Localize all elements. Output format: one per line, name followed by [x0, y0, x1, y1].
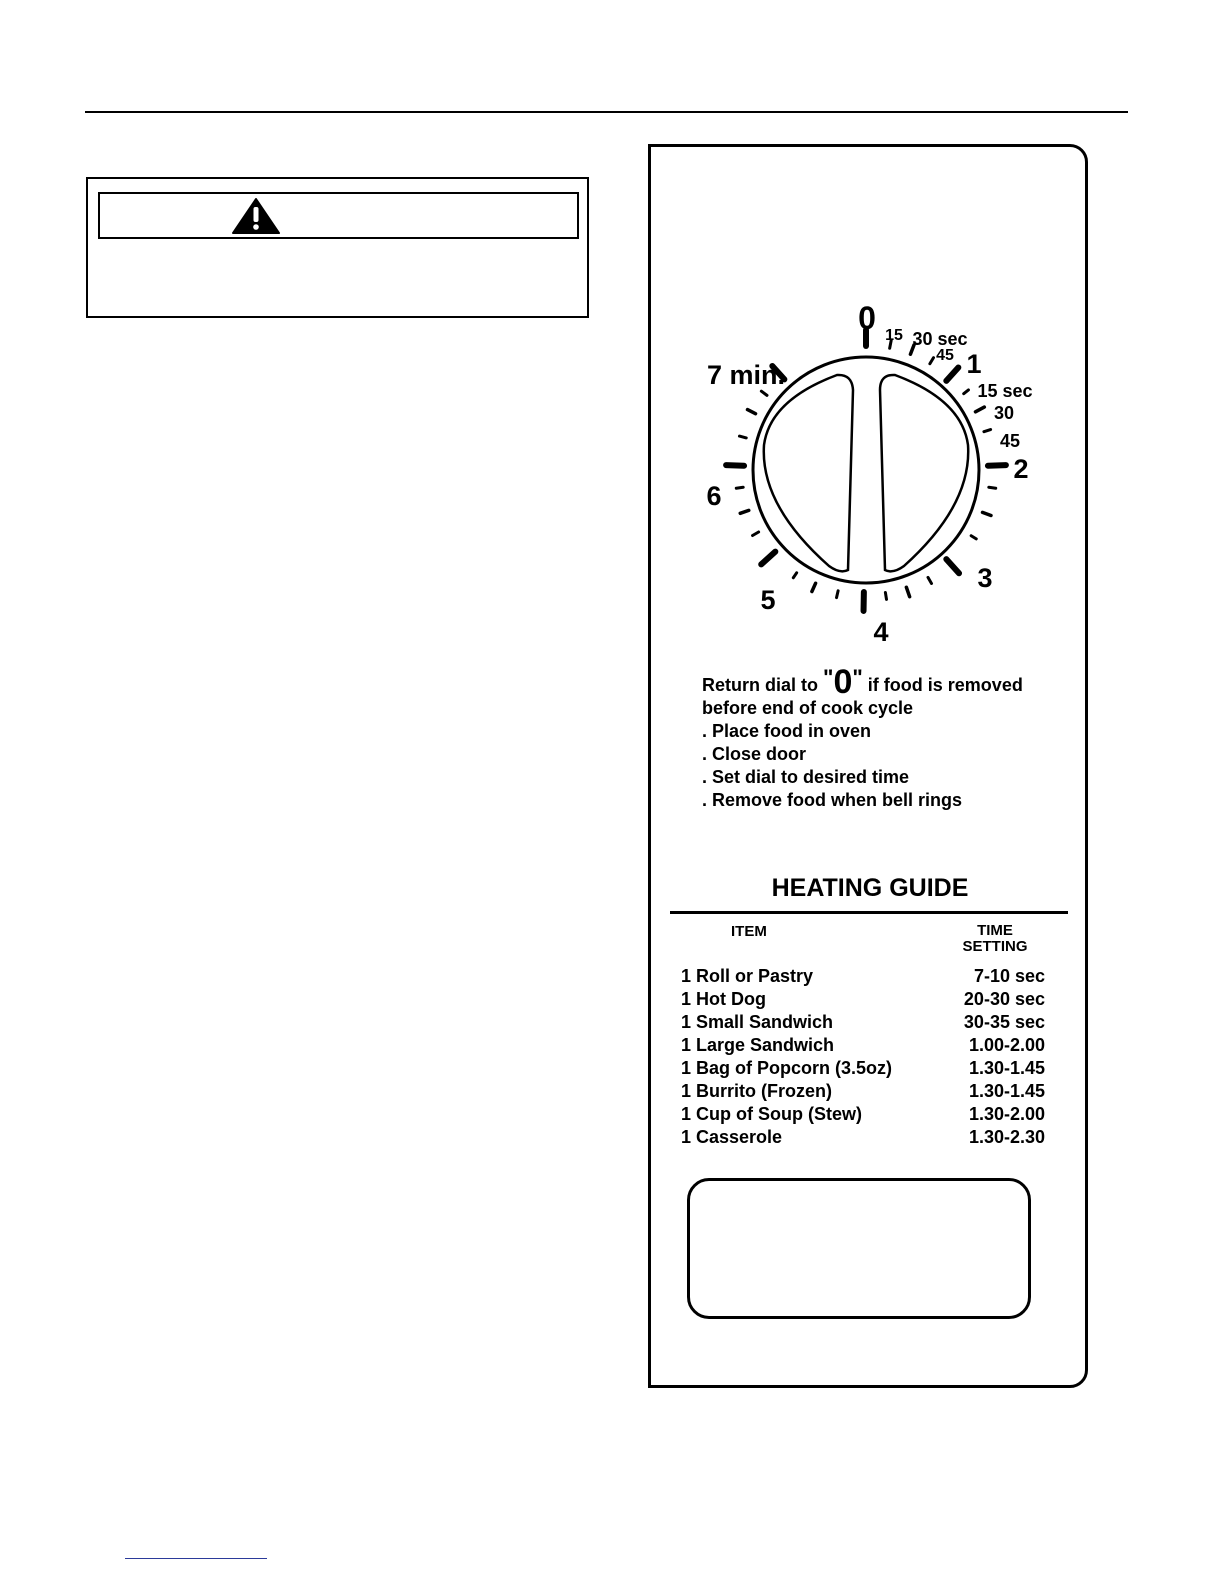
table-row: 1 Hot Dog 20-30 sec: [681, 989, 1045, 1009]
heating-guide-table: [681, 965, 1047, 1149]
table-row: 1 Bag of Popcorn (3.5oz) 1.30-1.45: [681, 1058, 1045, 1078]
dial-label-6: 6: [706, 481, 722, 511]
instruction-step: . Place food in oven: [702, 721, 872, 741]
dial-tick: [761, 552, 775, 565]
dial-label-30-sec: 30 sec: [912, 329, 968, 349]
dial-tick: [984, 430, 991, 432]
instruction-step: . Set dial to desired time: [702, 767, 910, 787]
heating-guide-rule: [670, 911, 1068, 914]
dial-tick: [740, 510, 749, 513]
dial-tick: [983, 512, 991, 515]
heating-guide-title: HEATING GUIDE: [771, 874, 969, 902]
column-header-time-setting: TIME SETTING: [962, 922, 1028, 955]
dial-tick: [946, 559, 959, 573]
dial-tick: [971, 536, 976, 539]
dial-knob[interactable]: [753, 357, 979, 583]
dial-tick: [793, 573, 796, 578]
dial-tick: [761, 391, 767, 395]
dial-tick: [726, 465, 744, 466]
dial-tick: [989, 487, 996, 488]
dial-tick: [928, 577, 932, 583]
instruction-step: . Close door: [702, 744, 807, 764]
dial-label-3: 3: [977, 563, 993, 593]
dial-instructions: [702, 663, 1082, 812]
blank-label-box: [687, 1178, 1031, 1319]
dial-tick: [747, 410, 755, 414]
dial-label-1: 1: [966, 349, 982, 379]
column-header-item: ITEM: [731, 923, 767, 940]
dial-tick: [906, 587, 909, 596]
dial-label-15-sec: 15 sec: [977, 381, 1033, 401]
instruction-line-1: Return dial to "0" if food is removed: [702, 663, 1023, 701]
dial-label-45: 45: [936, 347, 954, 364]
dial-tick: [930, 358, 934, 364]
dial-label-15: 15: [885, 327, 903, 344]
instruction-line-2: before end of cook cycle: [702, 698, 914, 718]
dial-tick: [739, 436, 746, 438]
zero-symbol: 0: [833, 663, 853, 701]
footer-link-rule: [125, 1558, 267, 1559]
instruction-step: . Remove food when bell rings: [702, 790, 963, 810]
dial-tick: [975, 407, 984, 412]
table-row: 1 Burrito (Frozen) 1.30-1.45: [681, 1081, 1045, 1101]
table-row: 1 Casserole 1.30-2.30: [681, 1127, 1045, 1147]
dial-tick: [946, 367, 958, 380]
dial-tick: [988, 465, 1006, 466]
table-row: 1 Large Sandwich 1.00-2.00: [681, 1035, 1045, 1055]
dial-label-45b: 45: [999, 431, 1021, 451]
dial-tick: [964, 390, 969, 394]
table-row: 1 Cup of Soup (Stew) 1.30-2.00: [681, 1104, 1045, 1124]
dial-tick: [753, 532, 759, 536]
dial-tick: [812, 583, 816, 591]
dial-tick: [885, 592, 886, 599]
dial-label-30: 30: [993, 403, 1015, 423]
table-row: 1 Small Sandwich 30-35 sec: [681, 1012, 1045, 1032]
dial-label-7-min: 7 min.: [706, 360, 786, 390]
table-row: 1 Roll or Pastry 7-10 sec: [681, 966, 1045, 986]
dial-label-0: 0: [858, 300, 876, 336]
dial-label-4: 4: [873, 617, 889, 647]
dial-tick: [837, 591, 839, 598]
dial-tick: [736, 487, 743, 488]
dial-label-2: 2: [1013, 454, 1029, 484]
dial-label-5: 5: [760, 585, 776, 615]
